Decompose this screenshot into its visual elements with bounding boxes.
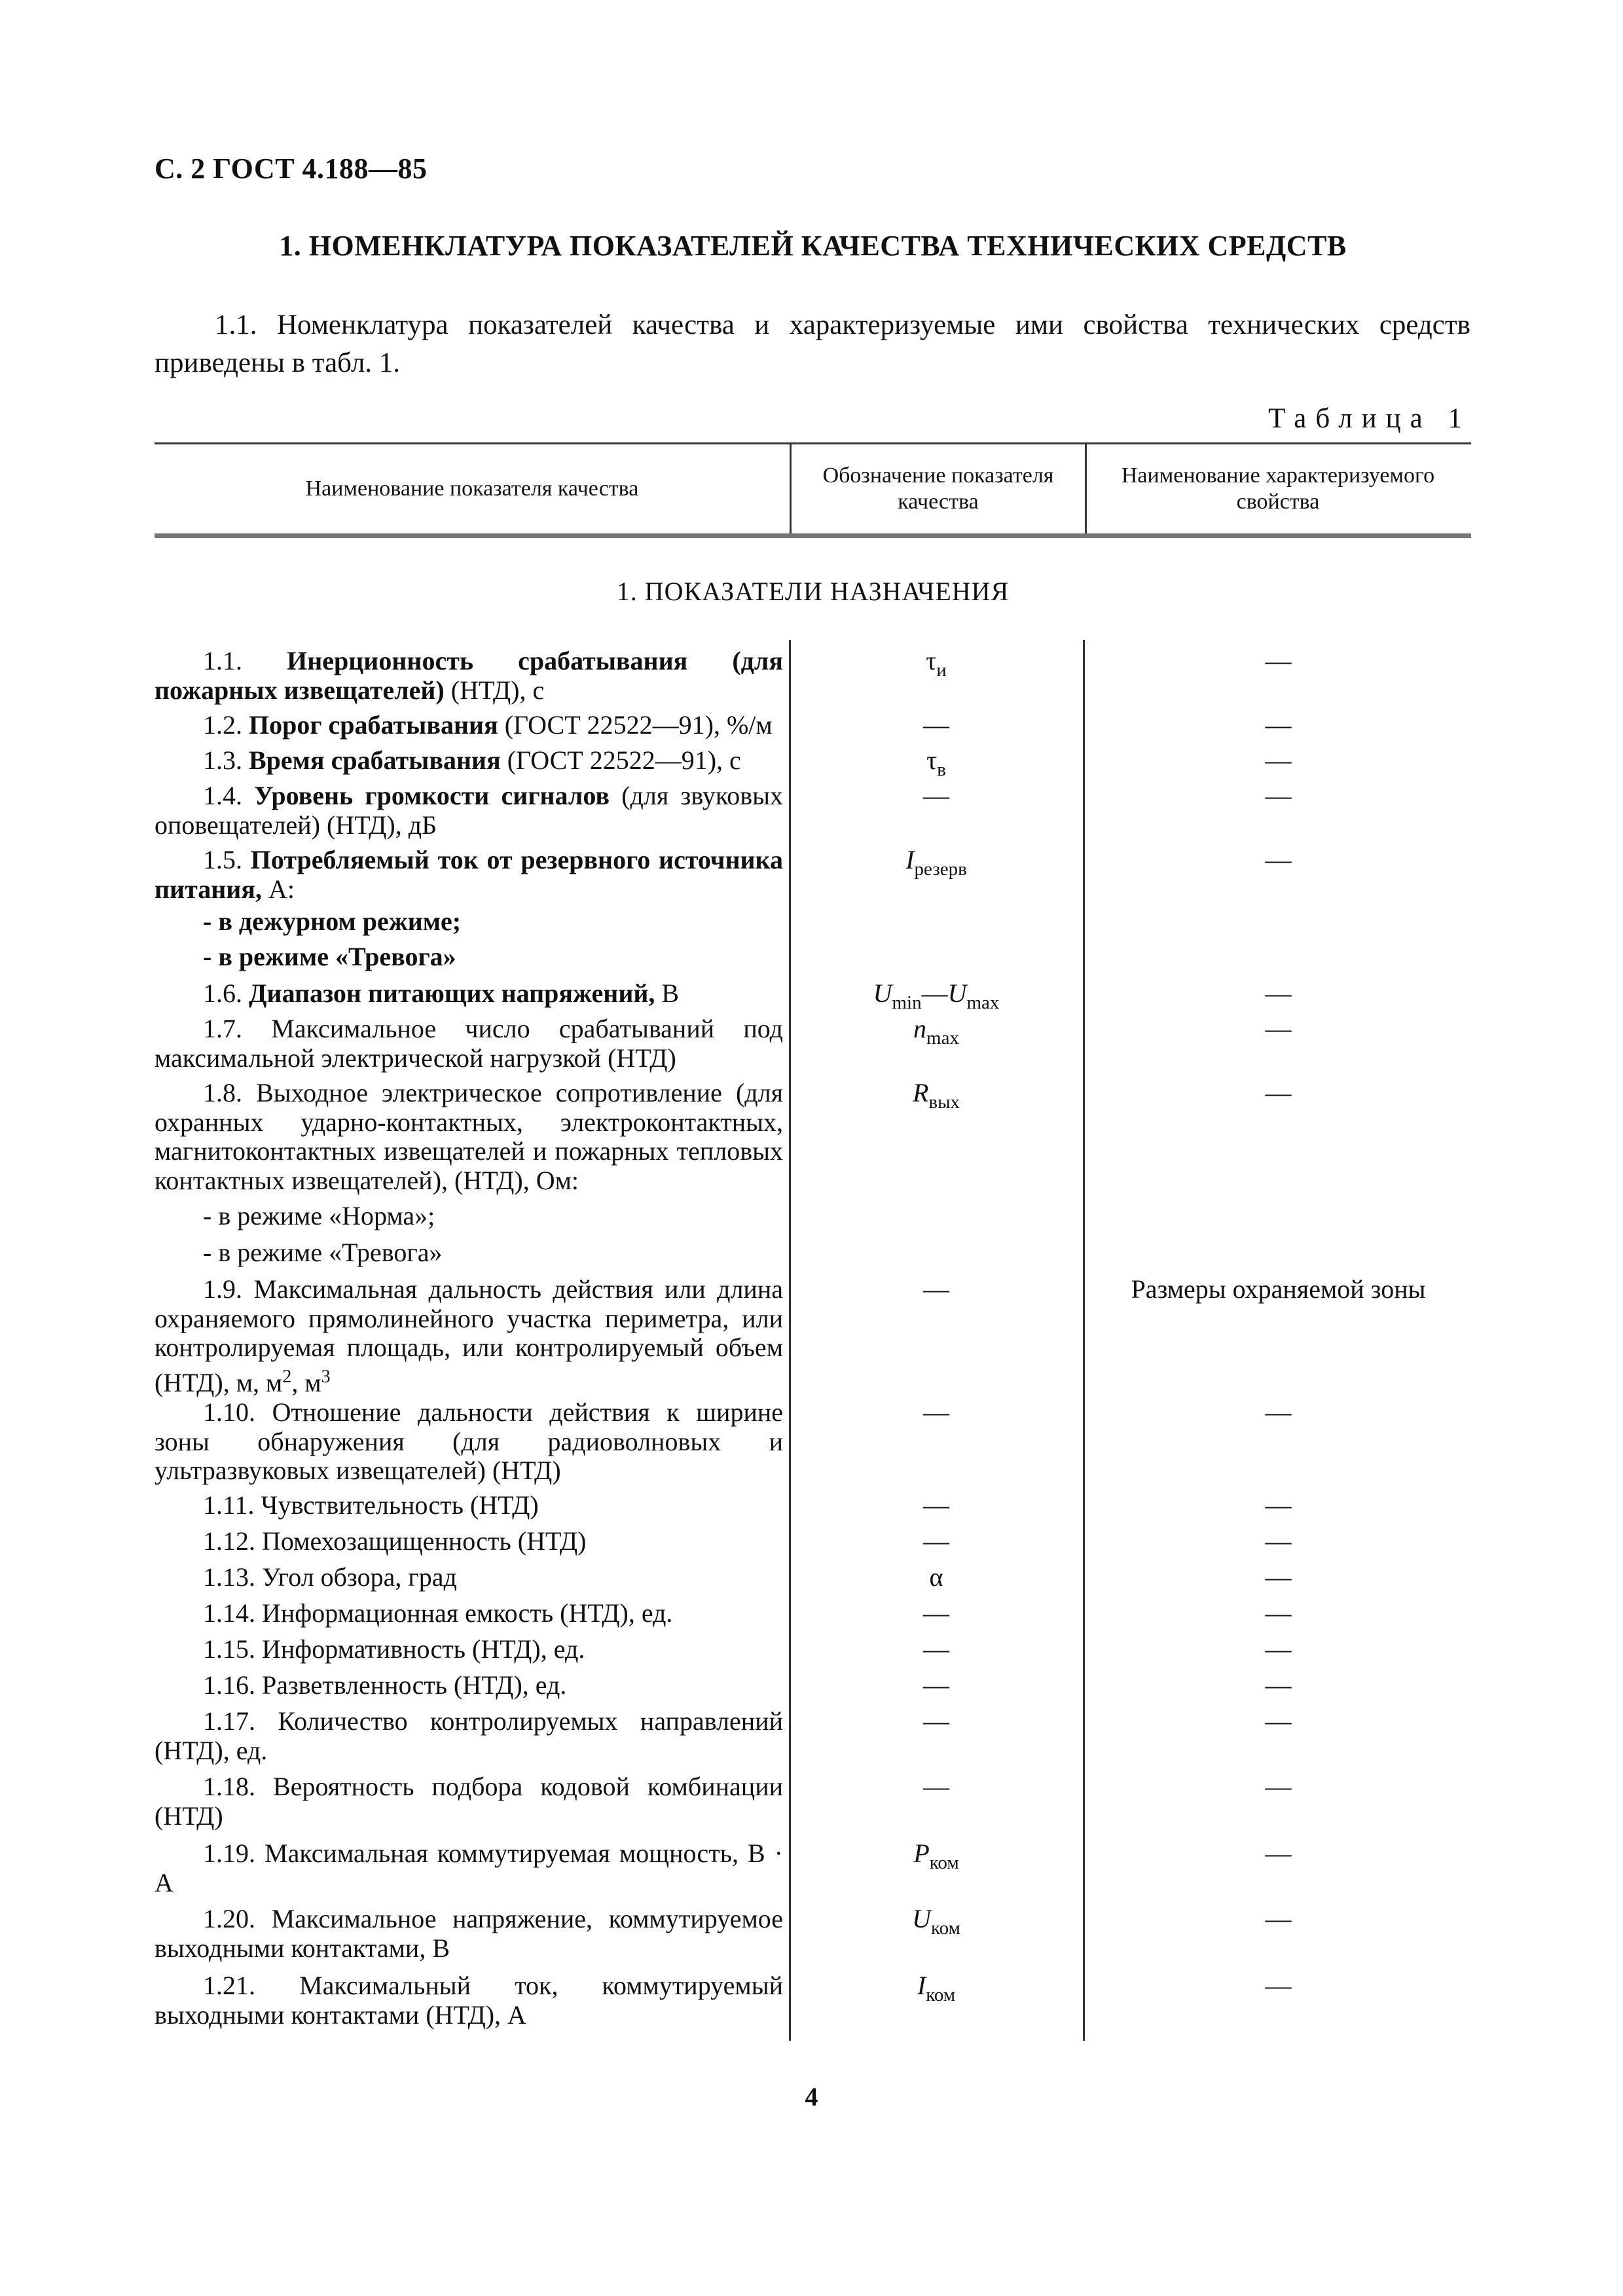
row-symbol: $R_{вых}$: [912, 1078, 960, 1113]
intro-paragraph: 1.1. Номенклатура показателей качества и характеризуемые ими свойства технических средств приведены в табл. 1.: [155, 310, 1470, 378]
row-property: —: [1265, 1490, 1292, 1520]
row-symbol: —: [923, 1772, 949, 1801]
row-name: 1.13. Угол обзора, град: [203, 1562, 457, 1592]
row-property: —: [1265, 1634, 1292, 1664]
row-name: 1.14. Информационная емкость (НТД), ед.: [203, 1598, 673, 1628]
row-name: 1.12. Помехозащищенность (НТД): [203, 1526, 587, 1556]
row-name: - в режиме «Норма»;: [203, 1201, 435, 1230]
row-name: 1.15. Информативность (НТД), ед.: [203, 1634, 585, 1664]
row-name: 1.17. Количество контролируемых направлений (НТД), ед.: [155, 1706, 783, 1765]
table-header: [155, 442, 1471, 538]
row-property: —: [1265, 1397, 1292, 1427]
row-name: 1.21. Максимальный ток, коммутируемый выходными контактами (НТД), А: [155, 1971, 783, 2030]
row-symbol: $n_{max}$: [913, 1014, 959, 1049]
row-name: 1.7. Максимальное число срабатываний под максимальной электрической нагрузкой (НТД): [155, 1014, 783, 1073]
header-col-symbol: Обозначение показателя качества: [790, 444, 1087, 533]
row-property: —: [1265, 1706, 1292, 1736]
row-symbol: $U_{ком}$: [912, 1904, 960, 1939]
row-name: 1.10. Отношение дальности действия к ширине зоны обнаружения (для радиоволновых и ультразвуковых извещателей) (НТД): [155, 1397, 784, 1485]
section-title: 1. НОМЕНКЛАТУРА ПОКАЗАТЕЛЕЙ КАЧЕСТВА ТЕХНИЧЕСКИХ СРЕДСТВ: [279, 230, 1347, 262]
row-symbol: —: [923, 1274, 949, 1304]
row-property: —: [1265, 1598, 1292, 1628]
page-number: 4: [805, 2082, 818, 2111]
row-symbol: —: [923, 781, 949, 810]
row-symbol: —: [923, 1634, 949, 1664]
row-property: —: [1265, 781, 1292, 810]
table-caption: Таблица 1: [1268, 403, 1471, 434]
row-property: —: [1265, 1526, 1292, 1556]
row-property: —: [1265, 710, 1292, 740]
column-divider: [1083, 640, 1085, 2041]
row-name: 1.9. Максимальная дальность действия или длина охраняемого прямолинейного участка периметра, или контролируемая площадь, или контролируемый объем (НТД), м, $м^2$, $м^3$: [155, 1274, 784, 1397]
row-symbol: —: [923, 1397, 949, 1427]
header-col-property: Наименование характеризуемого свойства: [1121, 463, 1435, 514]
row-property: —: [1265, 1670, 1292, 1700]
row-property: —: [1265, 1014, 1292, 1043]
row-name: 1.2. Порог срабатывания (ГОСТ 22522—91), %/м: [203, 710, 773, 740]
row-property: —: [1265, 1904, 1292, 1933]
row-symbol: α: [929, 1562, 943, 1592]
row-name: 1.1. Инерционность срабатывания (для пожарных извещателей) (НТД), с: [155, 646, 783, 705]
row-name: 1.3. Время срабатывания (ГОСТ 22522—91), с: [203, 745, 741, 775]
row-symbol: $I_{ком}$: [917, 1971, 956, 2005]
row-property: —: [1265, 1562, 1292, 1592]
row-symbol: —: [923, 1598, 949, 1628]
row-property: —: [1265, 1772, 1292, 1801]
row-name: 1.5. Потребляемый ток от резервного источника питания, А:: [155, 845, 783, 904]
row-symbol: $P_{ком}$: [913, 1839, 959, 1873]
row-symbol: —: [923, 1526, 949, 1556]
row-name: 1.8. Выходное электрическое сопротивление (для охранных ударно-контактных, электроконтактных, магнитоконтактных извещателей и пожарных тепловых контактных извещателей), (НТД), Ом:: [155, 1078, 784, 1195]
row-property: —: [1265, 745, 1292, 775]
row-symbol: $I_{резерв}$: [905, 845, 967, 880]
row-symbol: $U_{min}—U_{max}$: [873, 978, 1000, 1013]
row-symbol: —: [923, 1706, 949, 1736]
row-property: —: [1265, 978, 1292, 1008]
row-name: - в режиме «Тревога»: [203, 1238, 443, 1267]
running-head: С. 2 ГОСТ 4.188—85: [155, 152, 428, 185]
row-symbol: —: [923, 1670, 949, 1700]
table-body: [155, 640, 1471, 2041]
row-property: —: [1265, 1078, 1292, 1107]
row-symbol: $\tau_в$: [926, 745, 946, 780]
row-property: —: [1265, 845, 1292, 874]
row-name: 1.6. Диапазон питающих напряжений, В: [203, 978, 680, 1008]
row-name: 1.18. Вероятность подбора кодовой комбинации (НТД): [155, 1772, 784, 1831]
row-name: 1.16. Разветвленность (НТД), ед.: [203, 1670, 567, 1700]
row-name: 1.11. Чувствительность (НТД): [203, 1490, 539, 1520]
group-title: 1. ПОКАЗАТЕЛИ НАЗНАЧЕНИЯ: [616, 577, 1010, 606]
row-name: 1.20. Максимальное напряжение, коммутируемое выходными контактами, В: [155, 1904, 784, 1963]
row-symbol: $\tau_и$: [926, 646, 947, 681]
row-name: - в дежурном режиме;: [203, 906, 462, 936]
row-name: 1.19. Максимальная коммутируемая мощность, В · А: [155, 1839, 784, 1897]
row-symbol: —: [923, 1490, 949, 1520]
row-property: —: [1265, 1971, 1292, 2000]
row-property: Размеры охраняемой зоны: [1131, 1274, 1426, 1304]
row-property: —: [1265, 646, 1292, 675]
header-col-name: Наименование показателя качества: [305, 476, 639, 501]
row-symbol: —: [923, 710, 949, 740]
row-name: 1.4. Уровень громкости сигналов (для звуковых оповещателей) (НТД), дБ: [155, 781, 783, 840]
row-name: - в режиме «Тревога»: [203, 942, 456, 971]
row-property: —: [1265, 1839, 1292, 1868]
